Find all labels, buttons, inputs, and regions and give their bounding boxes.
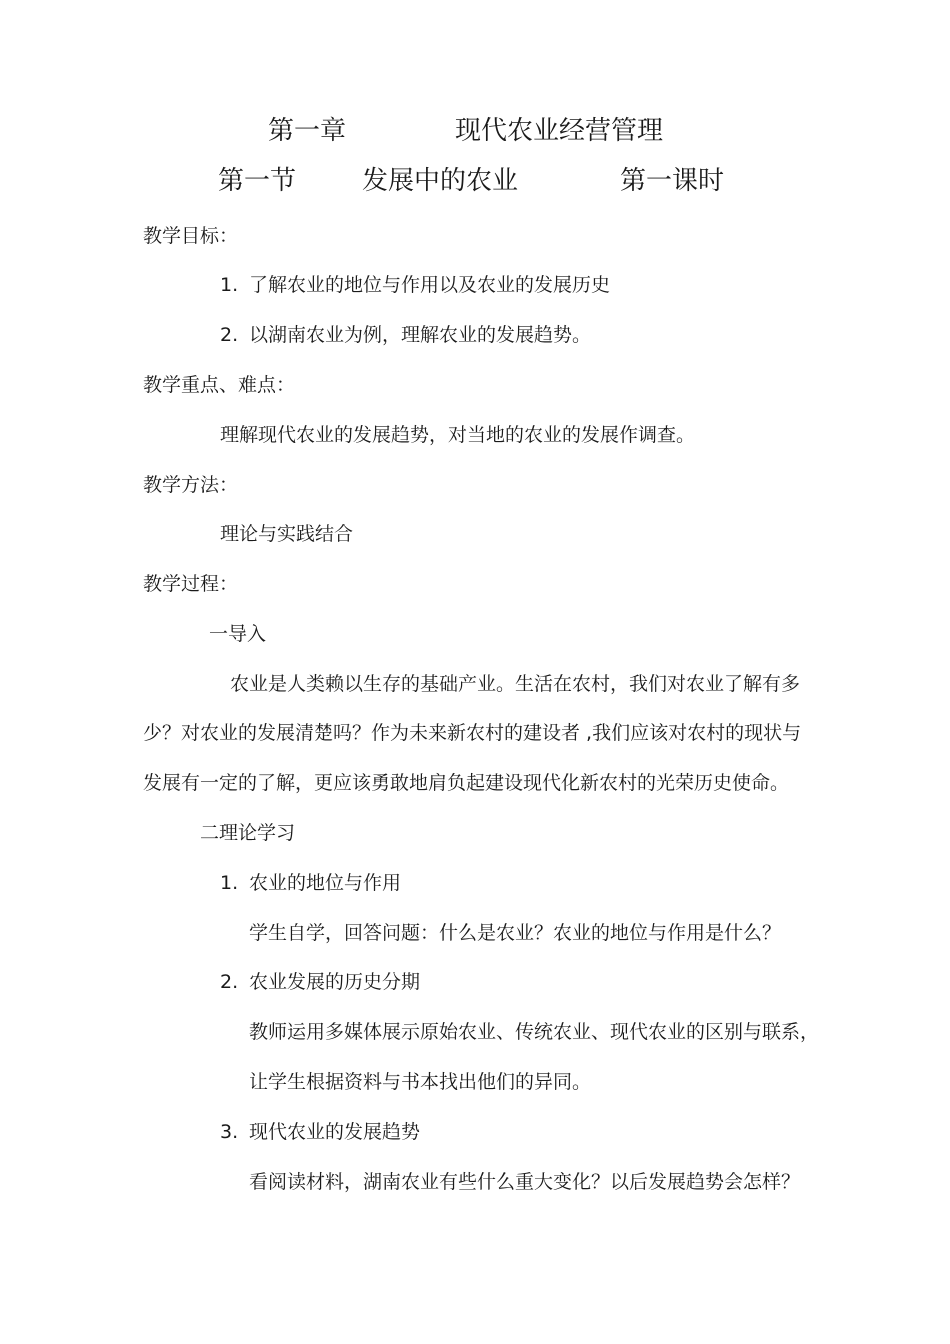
objective-number-2: 2. xyxy=(220,324,239,346)
chapter-title: 现代农业经营管理 xyxy=(455,116,664,146)
theory-item-body-2-line-2: 让学生根据资料与书本找出他们的异同。 xyxy=(249,1071,592,1093)
key-points-text: 理解现代农业的发展趋势，对当地的农业的发展作调查。 xyxy=(220,424,696,446)
theory-item-title-3: 现代农业的发展趋势 xyxy=(249,1121,421,1143)
section-number: 第一节 xyxy=(218,166,297,196)
methods-text: 理论与实践结合 xyxy=(220,523,354,545)
lesson-period: 第一课时 xyxy=(620,166,725,196)
process-label: 教学过程： xyxy=(143,573,239,595)
key-points-label: 教学重点、难点： xyxy=(143,374,296,396)
theory-item-body-1: 学生自学，回答问题：什么是农业？农业的地位与作用是什么？ xyxy=(249,922,782,944)
theory-item-body-3: 看阅读材料，湖南农业有些什么重大变化？以后发展趋势会怎样？ xyxy=(249,1171,801,1193)
intro-paragraph-line-1: 农业是人类赖以生存的基础产业。生活在农村，我们对农业了解有多 xyxy=(230,673,801,695)
intro-heading: 一导入 xyxy=(209,623,267,645)
chapter-number: 第一章 xyxy=(268,116,347,146)
theory-heading: 二理论学习 xyxy=(200,822,296,844)
theory-item-title-2: 农业发展的历史分期 xyxy=(249,971,421,993)
intro-paragraph-line-2: 少？对农业的发展清楚吗？作为未来新农村的建设者 ,我们应该对农村的现状与 xyxy=(143,722,802,744)
theory-item-number-3: 3. xyxy=(220,1121,239,1143)
theory-item-number-1: 1. xyxy=(220,872,239,894)
intro-paragraph-line-3: 发展有一定的了解，更应该勇敢地肩负起建设现代化新农村的光荣历史使命。 xyxy=(143,772,790,794)
section-title: 发展中的农业 xyxy=(362,166,519,196)
theory-item-number-2: 2. xyxy=(220,971,239,993)
objective-number-1: 1. xyxy=(220,274,239,296)
objective-text-1: 了解农业的地位与作用以及农业的发展历史 xyxy=(249,274,611,296)
objectives-label: 教学目标： xyxy=(143,225,239,247)
objective-text-2: 以湖南农业为例，理解农业的发展趋势。 xyxy=(249,324,592,346)
methods-label: 教学方法： xyxy=(143,474,239,496)
theory-item-body-2-line-1: 教师运用多媒体展示原始农业、传统农业、现代农业的区别与联系， xyxy=(249,1021,820,1043)
theory-item-title-1: 农业的地位与作用 xyxy=(249,872,402,894)
